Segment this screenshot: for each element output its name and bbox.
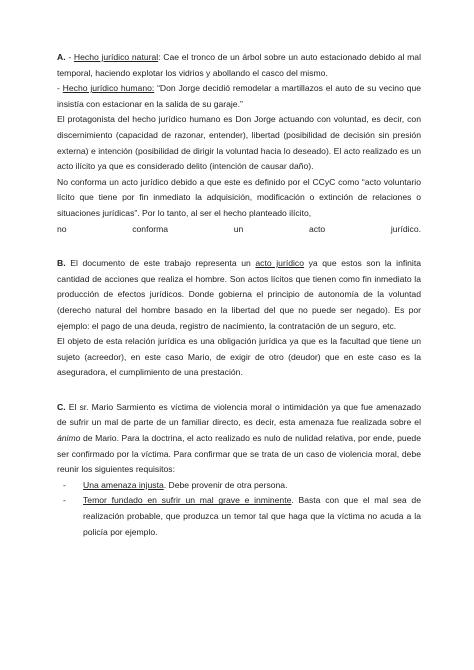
word: conforma [132,223,169,234]
paragraph-protagonist: El protagonista del hecho jurídico humano es Don Jorge actuando con voluntad, es decir, con discernimiento (capacidad de razonar, entender), libertad (posibilidad de decisión sin presión externa) e intención (posibilidad de dirigir la voluntad hacia lo deseado). El acto realizado es un acto ilícito ya que es considerado delito (intención de causar daño). [57,114,421,172]
paragraph-not-legal-act: No conforma un acto jurídico debido a que este es definido por el CCyC como “acto voluntario lícito que tiene por fin inmediato la adquisición, modificación o extinción de relaciones o situaciones jurídicas”. Por lo tanto, al ser el hecho planteado ilícito, [57,176,421,218]
requirement-term: Temor fundado en sufrir un mal grave e inminente [83,495,292,506]
section-spacer [57,381,421,400]
requirements-list [57,478,421,540]
term-human-fact: Hecho jurídico humano: [62,83,155,94]
list-item: - Una amenaza injusta. Debe provenir de otra persona. [57,478,421,494]
term-legal-act: acto jurídico [255,258,304,269]
word: un [233,223,244,234]
section-spacer [57,237,421,256]
list-item: - Temor fundado en sufrir un mal grave e inminente. Basta con que el mal sea de realización probable, que produzca un temor tal que haga que la víctima no acuda a la policía por ejemplo. [63,495,421,537]
paragraph-legal-act: B. El documento de este trabajo representa un acto jurídico ya que estos son la infinita cantidad de acciones que realiza el hombre. Son actos lícitos que tienen como fin inmediato la producción de efectos jurídicos. Donde gobierna el principio de autonomía de la voluntad (derecho natural del hombre basado en la libertad del que no puede ser negado). Es por ejemplo: el pago de una deuda, registro de nacimiento, la contratación de un seguro, etc. [57,258,421,331]
paragraph-human-fact: - Hecho jurídico humano: “Don Jorge decidió remodelar a martillazos el auto de su vecino que insistía con estacionar en la salida de su garaje.” [57,83,422,109]
word: jurídico. [390,223,421,234]
document-page [57,50,421,540]
paragraph-object: El objeto de esta relación jurídica es una obligación jurídica ya que es la facultad que tiene un sujeto (acreedor), en este caso Mario, de exigir de otro (deudor) que en este caso es la aseguradora, el cumplimiento de una prestación. [57,336,421,378]
requirement-term: Una amenaza injusta [83,479,164,490]
paragraph-last-line [57,222,421,238]
dash-bullet: - [63,495,66,506]
section-letter-a: A. [57,52,66,62]
dash-bullet: - [63,479,66,490]
term-natural-fact: Hecho jurídico natural [73,52,159,62]
section-letter-b: B. [57,258,66,269]
term-animo: ánimo [57,433,81,444]
word: acto [308,223,326,234]
section-letter-c: C. [57,401,66,412]
word: no [57,223,67,234]
paragraph-moral-violence: C. El sr. Mario Sarmiento es víctima de violencia moral o intimidación ya que fue amenazado de sufrir un mal de parte de un familiar directo, es decir, esta amenaza fue realizada sobre el ánimo de Mario. Para la doctrina, el acto realizado es nulo de nulidad relativa, por ende, puede ser confirmado por la víctima. Para confirmar que se trata de un caso de violencia moral, debe reunir los siguientes requisitos: [57,401,421,475]
section-a [57,50,421,237]
section-b [57,256,421,381]
section-c [57,400,421,540]
paragraph-natural-fact: A. - Hecho jurídico natural: Cae el tronco de un árbol sobre un auto estacionado debido al mal temporal, haciendo explotar los vidrios y abollando el casco del mismo. [57,52,421,78]
